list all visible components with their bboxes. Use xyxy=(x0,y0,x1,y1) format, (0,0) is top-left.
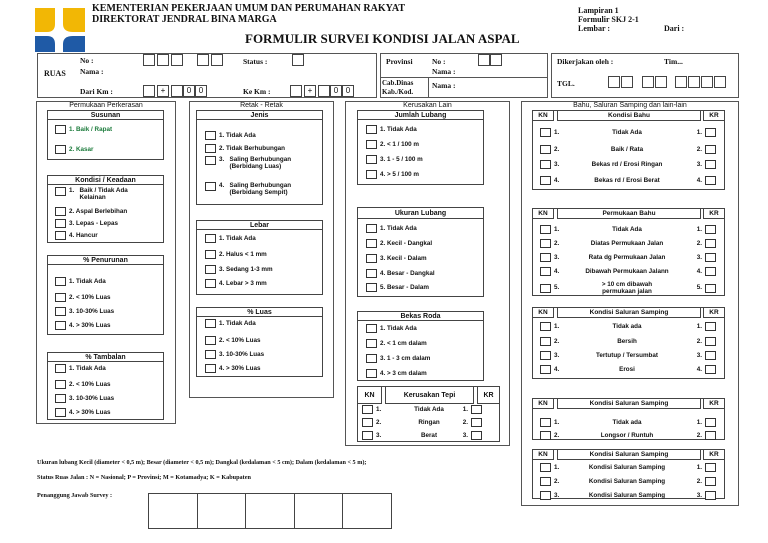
ukuran-item-5[interactable]: 5. Besar - Dalam xyxy=(366,283,429,292)
checkbox-kr[interactable] xyxy=(471,431,482,440)
row-number-kr: 2. xyxy=(696,239,702,247)
checkbox[interactable] xyxy=(366,283,377,292)
row-label: Tidak Ada xyxy=(414,405,444,413)
dari-km-label: Dari Km : xyxy=(80,87,113,96)
ruas-no-box-1[interactable] xyxy=(143,54,155,66)
ukuran-item-4[interactable]: 4. Besar - Dangkal xyxy=(366,269,435,278)
provinsi-nama-label: Nama : xyxy=(432,67,456,76)
provinsi-label: Provinsi xyxy=(386,57,413,66)
lubang-title: Jumlah Lubang xyxy=(357,110,484,120)
kn-header: KN xyxy=(532,307,554,318)
ministry-title: KEMENTERIAN PEKERJAAN UMUM DAN PERUMAHAN RAKYAT xyxy=(92,3,406,14)
checkbox-kn[interactable] xyxy=(540,477,551,486)
susunan-item-2[interactable]: 2. Kasar xyxy=(55,145,94,154)
row-number-kr: 2. xyxy=(696,431,702,439)
checkbox[interactable] xyxy=(205,250,216,259)
ukuran-item-2[interactable]: 2. Kecil - Dangkal xyxy=(366,239,432,248)
checkbox[interactable] xyxy=(55,408,66,417)
penurunan-item-3[interactable]: 3. 10-30% Luas xyxy=(55,307,114,316)
row-number: 1. xyxy=(376,405,382,413)
checkbox[interactable] xyxy=(205,234,216,243)
ke-km-box-2[interactable]: + xyxy=(304,85,316,97)
bekas-title: Bekas Roda xyxy=(357,311,484,321)
lampiran-label: Lampiran 1 xyxy=(578,6,619,15)
row-number-kr: 4. xyxy=(696,176,702,184)
tambalan-item-4[interactable]: 4. > 30% Luas xyxy=(55,408,110,417)
tambalan-title: % Tambalan xyxy=(47,352,164,362)
lebar-item-3[interactable]: 3. Sedang 1-3 mm xyxy=(205,265,273,274)
signature-box-5[interactable] xyxy=(343,494,391,528)
checkbox[interactable] xyxy=(55,187,66,196)
cab-dinas-label: Cab.Dinas Kab./Kod. xyxy=(382,79,414,96)
checkbox-kr[interactable] xyxy=(471,405,482,414)
kondisi-title: Kondisi / Keadaan xyxy=(47,175,164,185)
kondisi-item-3[interactable]: 3. Lepas - Lepas xyxy=(55,219,118,228)
checkbox-kn[interactable] xyxy=(540,128,551,137)
jenis-item-3[interactable]: 3. Saling Berhubungan (Berbidang Luas) xyxy=(205,156,291,170)
status-label: Status : xyxy=(243,57,268,66)
row-number-kr: 1. xyxy=(696,463,702,471)
checkbox[interactable] xyxy=(205,336,216,345)
checkbox-kr[interactable] xyxy=(705,418,716,427)
checkbox-kn[interactable] xyxy=(540,365,551,374)
ke-km-box-5[interactable]: 0 xyxy=(342,85,354,97)
bekas-item-2[interactable]: 2. < 1 cm dalam xyxy=(366,339,427,348)
tepi-row[interactable] xyxy=(362,431,496,440)
provinsi-no-label: No : xyxy=(432,57,446,66)
tgl-box-6[interactable] xyxy=(688,76,700,88)
row-label: Kondisi Saluran Samping xyxy=(588,491,666,499)
row-number: 2. xyxy=(554,431,560,439)
lebar-item-4[interactable]: 4. Lebar > 3 mm xyxy=(205,279,267,288)
ruas-label: RUAS xyxy=(44,69,66,78)
kondisi-bahu-title: Kondisi Bahu xyxy=(557,110,701,121)
checkbox-kn[interactable] xyxy=(540,284,551,293)
kn-header: KN xyxy=(532,110,554,121)
row-label: Tidak ada xyxy=(612,322,642,330)
kondisi-bahu-row[interactable] xyxy=(540,145,720,154)
retak-title: Retak - Retak xyxy=(240,102,283,109)
penurunan-item-1[interactable]: 1. Tidak Ada xyxy=(55,277,106,286)
checkbox-kn[interactable] xyxy=(540,176,551,185)
bahu-title: Bahu, Saluran Samping dan lain-lain xyxy=(573,102,687,109)
kn-header: KN xyxy=(532,449,554,460)
permukaan-bahu-row[interactable] xyxy=(540,253,720,262)
row-number-kr: 3. xyxy=(696,253,702,261)
checkbox-kn[interactable] xyxy=(362,431,373,440)
checkbox[interactable] xyxy=(55,307,66,316)
permukaan-bahu-row[interactable] xyxy=(540,239,720,248)
jenis-item-4[interactable]: 4. Saling Berhubungan (Berbidang Sempit) xyxy=(205,182,291,196)
saluran-samping-title: Kondisi Saluran Samping xyxy=(557,307,701,318)
checkbox[interactable] xyxy=(55,145,66,154)
checkbox-kr[interactable] xyxy=(705,225,716,234)
row-number-kr: 4. xyxy=(696,267,702,275)
ruas-no-label: No : xyxy=(80,56,94,65)
tambalan-item-1[interactable]: 1. Tidak Ada xyxy=(55,364,106,373)
checkbox-kn[interactable] xyxy=(540,253,551,262)
checkbox-kn[interactable] xyxy=(540,463,551,472)
formulir-label: Formulir SKJ 2-1 xyxy=(578,15,639,24)
checkbox[interactable] xyxy=(366,170,377,179)
checkbox-kr[interactable] xyxy=(705,491,716,500)
ke-km-box-4[interactable]: 0 xyxy=(330,85,342,97)
checkbox[interactable] xyxy=(366,339,377,348)
row-label: Longsor / Runtuh xyxy=(600,431,654,439)
ke-km-box-1[interactable] xyxy=(290,85,302,97)
row-number-kr: 1. xyxy=(462,405,468,413)
checkbox-kr[interactable] xyxy=(705,431,716,440)
dari-km-box-4[interactable]: 0 xyxy=(183,85,195,97)
tim-label: Tim... xyxy=(664,57,683,66)
jenis-item-2[interactable]: 2. Tidak Berhubungan xyxy=(205,144,285,153)
checkbox[interactable] xyxy=(55,293,66,302)
ukuran-item-3[interactable]: 3. Kecil - Dalam xyxy=(366,254,427,263)
lebar-item-2[interactable]: 2. Halus < 1 mm xyxy=(205,250,267,259)
checkbox[interactable] xyxy=(55,277,66,286)
checkbox-kn[interactable] xyxy=(540,225,551,234)
row-number-kr: 3. xyxy=(696,491,702,499)
row-number-kr: 2. xyxy=(696,337,702,345)
kn-header: KN xyxy=(532,208,554,219)
checkbox[interactable] xyxy=(366,369,377,378)
checkbox-kr[interactable] xyxy=(471,418,482,427)
permukaan-bahu-row[interactable] xyxy=(540,267,720,276)
footnote-status: Status Ruas Jalan : N = Nasional; P = Provinsi; M = Kotamadya; K = Kabupaten xyxy=(37,474,251,481)
dari-km-box-3[interactable] xyxy=(171,85,183,97)
tgl-box-3[interactable] xyxy=(642,76,654,88)
tepi-kr: KR xyxy=(477,386,500,404)
ukuran-title: Ukuran Lubang xyxy=(357,207,484,219)
row-number-kr: 1. xyxy=(696,322,702,330)
logo xyxy=(33,6,87,53)
bekas-item-1[interactable]: 1. Tidak Ada xyxy=(366,324,417,333)
penurunan-item-2[interactable]: 2. < 10% Luas xyxy=(55,293,110,302)
checkbox-kr[interactable] xyxy=(705,337,716,346)
checkbox[interactable] xyxy=(205,131,216,140)
checkbox-kr[interactable] xyxy=(705,351,716,360)
susunan-item-1[interactable]: 1. Baik / Rapat xyxy=(55,125,112,134)
luas-item-3[interactable]: 3. 10-30% Luas xyxy=(205,350,264,359)
saluran-samping-2-row[interactable] xyxy=(540,431,720,440)
checkbox-kn[interactable] xyxy=(362,405,373,414)
bekas-item-3[interactable]: 3. 1 - 3 cm dalam xyxy=(366,354,430,363)
row-number-kr: 2. xyxy=(462,418,468,426)
checkbox[interactable] xyxy=(366,224,377,233)
row-label: Tertutup / Tersumbat xyxy=(595,351,659,359)
checkbox-kn[interactable] xyxy=(362,418,373,427)
row-number-kr: 5. xyxy=(696,284,702,291)
status-box[interactable] xyxy=(292,54,304,66)
row-label: Kondisi Saluran Samping xyxy=(588,463,666,471)
row-number-kr: 1. xyxy=(696,418,702,426)
tepi-row[interactable] xyxy=(362,405,496,414)
kondisi-bahu-row[interactable] xyxy=(540,160,720,169)
luas-item-2[interactable]: 2. < 10% Luas xyxy=(205,336,260,345)
saluran-samping-3-row[interactable] xyxy=(540,491,720,500)
row-label: Tidak Ada xyxy=(612,128,642,136)
checkbox[interactable] xyxy=(366,324,377,333)
checkbox[interactable] xyxy=(205,144,216,153)
row-number-kr: 3. xyxy=(696,351,702,359)
checkbox[interactable] xyxy=(55,321,66,330)
ke-km-box-3[interactable] xyxy=(318,85,330,97)
checkbox-kn[interactable] xyxy=(540,322,551,331)
dari-label: Dari : xyxy=(664,24,685,33)
provinsi-no-box-2[interactable] xyxy=(490,54,502,66)
checkbox[interactable] xyxy=(366,140,377,149)
checkbox[interactable] xyxy=(366,254,377,263)
row-number-kr: 3. xyxy=(696,160,702,168)
saluran-samping-3-title: Kondisi Saluran Samping xyxy=(557,449,701,460)
checkbox[interactable] xyxy=(55,364,66,373)
row-number: 2. xyxy=(376,418,382,426)
saluran-samping-3-row[interactable] xyxy=(540,477,720,486)
kr-header: KR xyxy=(703,110,725,121)
row-number: 1. xyxy=(554,128,560,136)
checkbox[interactable] xyxy=(366,125,377,134)
checkbox[interactable] xyxy=(366,269,377,278)
checkbox-kn[interactable] xyxy=(540,145,551,154)
row-number: 4. xyxy=(554,267,560,275)
row-number: 3. xyxy=(554,160,560,168)
permukaan-title: Permukaan Perkerasan xyxy=(69,102,143,109)
kn-header: KN xyxy=(532,398,554,409)
jenis-item-1[interactable]: 1. Tidak Ada xyxy=(205,131,256,140)
permukaan-bahu-row[interactable] xyxy=(540,225,720,234)
row-number: 3. xyxy=(554,491,560,499)
checkbox[interactable] xyxy=(55,394,66,403)
checkbox-kr[interactable] xyxy=(705,160,716,169)
luas-item-1[interactable]: 1. Tidak Ada xyxy=(205,319,256,328)
directorate-title: DIREKTORAT JENDRAL BINA MARGA xyxy=(92,14,277,25)
penurunan-item-4[interactable]: 4. > 30% Luas xyxy=(55,321,110,330)
footnote-lubang: Ukuran lubang Kecil (diameter < 0,5 m); Besar (diameter < 0,5 m); Dangkal (kedalaman < 5 cm); Dalam (kedalaman < 5 m); xyxy=(37,459,367,466)
checkbox-kr[interactable] xyxy=(705,239,716,248)
cab-dinas-vdivider xyxy=(428,77,429,98)
susunan-title: Susunan xyxy=(47,110,164,120)
ruas-no-box-3[interactable] xyxy=(171,54,183,66)
saluran-samping-row[interactable] xyxy=(540,351,720,360)
checkbox[interactable] xyxy=(55,207,66,216)
tgl-box-5[interactable] xyxy=(675,76,687,88)
row-label: Rata dg Permukaan Jalan xyxy=(588,253,666,261)
row-number: 1. xyxy=(554,322,560,330)
kr-header: KR xyxy=(703,307,725,318)
logo-icon xyxy=(33,6,87,53)
row-label: Bersih xyxy=(617,337,637,345)
signature-box-2[interactable] xyxy=(198,494,247,528)
saluran-samping-2-row[interactable] xyxy=(540,418,720,427)
saluran-samping-row[interactable] xyxy=(540,322,720,331)
row-number: 3. xyxy=(554,253,560,261)
ukuran-item-1[interactable]: 1. Tidak Ada xyxy=(366,224,417,233)
checkbox[interactable] xyxy=(205,156,216,165)
checkbox-kn[interactable] xyxy=(540,267,551,276)
row-number-kr: 4. xyxy=(696,365,702,373)
kondisi-item-1[interactable]: 1. Baik / Tidak Ada Kelainan xyxy=(55,187,128,201)
saluran-samping-row[interactable] xyxy=(540,337,720,346)
checkbox[interactable] xyxy=(205,364,216,373)
form-title: FORMULIR SURVEI KONDISI JALAN ASPAL xyxy=(245,31,520,46)
signature-box-1[interactable] xyxy=(149,494,198,528)
signature-box-4[interactable] xyxy=(295,494,344,528)
signature-box-3[interactable] xyxy=(246,494,295,528)
saluran-samping-row[interactable] xyxy=(540,365,720,374)
row-label: Ringan xyxy=(418,418,440,426)
checkbox-kr[interactable] xyxy=(705,145,716,154)
row-number: 1. xyxy=(554,418,560,426)
tepi-row[interactable] xyxy=(362,418,496,427)
penanggung-jawab-label: Penanggung Jawab Survey : xyxy=(37,492,113,499)
jenis-title: Jenis xyxy=(196,110,323,120)
checkbox[interactable] xyxy=(205,350,216,359)
checkbox-kn[interactable] xyxy=(540,337,551,346)
lebar-item-1[interactable]: 1. Tidak Ada xyxy=(205,234,256,243)
tepi-title: Kerusakan Tepi xyxy=(385,386,474,404)
row-number: 2. xyxy=(554,145,560,153)
kondisi-item-4[interactable]: 4. Hancur xyxy=(55,231,98,240)
tgl-box-4[interactable] xyxy=(655,76,667,88)
row-label: Erosi xyxy=(619,365,635,373)
kondisi-bahu-row[interactable] xyxy=(540,128,720,137)
kerusakan-title: Kerusakan Lain xyxy=(403,102,452,109)
checkbox-kn[interactable] xyxy=(540,160,551,169)
row-number: 1. xyxy=(554,463,560,471)
lubang-item-2[interactable]: 2. < 1 / 100 m xyxy=(366,140,419,149)
row-label: Diatas Permukaan Jalan xyxy=(590,239,664,247)
row-number: 5. xyxy=(554,284,560,291)
tgl-box-1[interactable] xyxy=(608,76,620,88)
kondisi-item-2[interactable]: 2. Aspal Berlebihan xyxy=(55,207,127,216)
tgl-box-2[interactable] xyxy=(621,76,633,88)
tambalan-item-3[interactable]: 3. 10-30% Luas xyxy=(55,394,114,403)
checkbox-kr[interactable] xyxy=(705,176,716,185)
lubang-item-1[interactable]: 1. Tidak Ada xyxy=(366,125,417,134)
lembar-label: Lembar : xyxy=(578,24,611,33)
checkbox-kr[interactable] xyxy=(705,477,716,486)
ruas-no-box-5[interactable] xyxy=(211,54,223,66)
checkbox-kn[interactable] xyxy=(540,491,551,500)
checkbox[interactable] xyxy=(55,380,66,389)
row-label: Bekas rd / Erosi Ringan xyxy=(591,160,663,168)
saluran-samping-2-title: Kondisi Saluran Samping xyxy=(557,398,701,409)
checkbox-kr[interactable] xyxy=(705,128,716,137)
checkbox-kr[interactable] xyxy=(705,463,716,472)
permukaan-bahu-title: Permukaan Bahu xyxy=(557,208,701,219)
lubang-item-3[interactable]: 3. 1 - 5 / 100 m xyxy=(366,155,423,164)
luas-title: % Luas xyxy=(196,307,323,317)
tgl-box-8[interactable] xyxy=(714,76,726,88)
checkbox[interactable] xyxy=(55,231,66,240)
row-number-kr: 3. xyxy=(462,431,468,439)
row-number: 4. xyxy=(554,365,560,373)
kr-header: KR xyxy=(703,208,725,219)
row-label: Tidak ada xyxy=(612,418,642,426)
checkbox[interactable] xyxy=(366,239,377,248)
lubang-item-4[interactable]: 4. > 5 / 100 m xyxy=(366,170,419,179)
tgl-label: TGL. xyxy=(557,79,575,88)
checkbox[interactable] xyxy=(366,354,377,363)
row-label: Kondisi Saluran Samping xyxy=(588,477,666,485)
row-number: 3. xyxy=(554,351,560,359)
row-number-kr: 1. xyxy=(696,225,702,233)
dari-km-box-5[interactable]: 0 xyxy=(195,85,207,97)
row-number: 2. xyxy=(554,477,560,485)
dari-km-box-2[interactable]: + xyxy=(157,85,169,97)
row-label: Dibawah Permukaan Jalann xyxy=(585,267,669,275)
tgl-box-7[interactable] xyxy=(701,76,713,88)
ruas-no-box-4[interactable] xyxy=(197,54,209,66)
ruas-nama-label: Nama : xyxy=(80,67,104,76)
ruas-no-box-2[interactable] xyxy=(157,54,169,66)
checkbox-kr[interactable] xyxy=(705,284,716,293)
lebar-title: Lebar xyxy=(196,220,323,230)
cab-dinas-divider xyxy=(380,77,548,78)
penurunan-title: % Penurunan xyxy=(47,255,164,265)
tepi-kn: KN xyxy=(357,386,382,404)
checkbox[interactable] xyxy=(205,182,216,191)
row-number: 2. xyxy=(554,337,560,345)
provinsi-no-box-1[interactable] xyxy=(478,54,490,66)
checkbox[interactable] xyxy=(205,319,216,328)
kr-header: KR xyxy=(703,398,725,409)
row-number: 1. xyxy=(554,225,560,233)
dari-km-box-1[interactable] xyxy=(143,85,155,97)
dikerjakan-label: Dikerjakan oleh : xyxy=(557,57,614,66)
cab-dinas-nama-label: Nama : xyxy=(432,81,456,90)
checkbox-kr[interactable] xyxy=(705,253,716,262)
checkbox[interactable] xyxy=(366,155,377,164)
row-number: 3. xyxy=(376,431,382,439)
row-number: 4. xyxy=(554,176,560,184)
checkbox-kn[interactable] xyxy=(540,239,551,248)
saluran-samping-3-row[interactable] xyxy=(540,463,720,472)
row-label: Bekas rd / Erosi Berat xyxy=(594,176,660,184)
checkbox-kn[interactable] xyxy=(540,351,551,360)
ke-km-label: Ke Km : xyxy=(243,87,271,96)
checkbox-kn[interactable] xyxy=(540,418,551,427)
row-label: Baik / Rata xyxy=(610,145,644,153)
row-number-kr: 1. xyxy=(696,128,702,136)
checkbox-kn[interactable] xyxy=(540,431,551,440)
checkbox[interactable] xyxy=(205,265,216,274)
checkbox-kr[interactable] xyxy=(705,322,716,331)
bekas-item-4[interactable]: 4. > 3 cm dalam xyxy=(366,369,427,378)
tambalan-item-2[interactable]: 2. < 10% Luas xyxy=(55,380,110,389)
checkbox[interactable] xyxy=(55,219,66,228)
signature-boxes xyxy=(148,493,392,529)
checkbox[interactable] xyxy=(55,125,66,134)
row-number-kr: 2. xyxy=(696,477,702,485)
kr-header: KR xyxy=(703,449,725,460)
row-number: 2. xyxy=(554,239,560,247)
row-label: Berat xyxy=(420,431,438,439)
checkbox-kr[interactable] xyxy=(705,267,716,276)
permukaan-bahu-row[interactable] xyxy=(540,281,720,295)
kondisi-bahu-row[interactable] xyxy=(540,176,720,185)
checkbox[interactable] xyxy=(205,279,216,288)
checkbox-kr[interactable] xyxy=(705,365,716,374)
luas-item-4[interactable]: 4. > 30% Luas xyxy=(205,364,260,373)
row-label: > 10 cm dibawah permukaan jalan xyxy=(601,281,653,295)
row-label: Tidak Ada xyxy=(612,225,642,233)
row-number-kr: 2. xyxy=(696,145,702,153)
